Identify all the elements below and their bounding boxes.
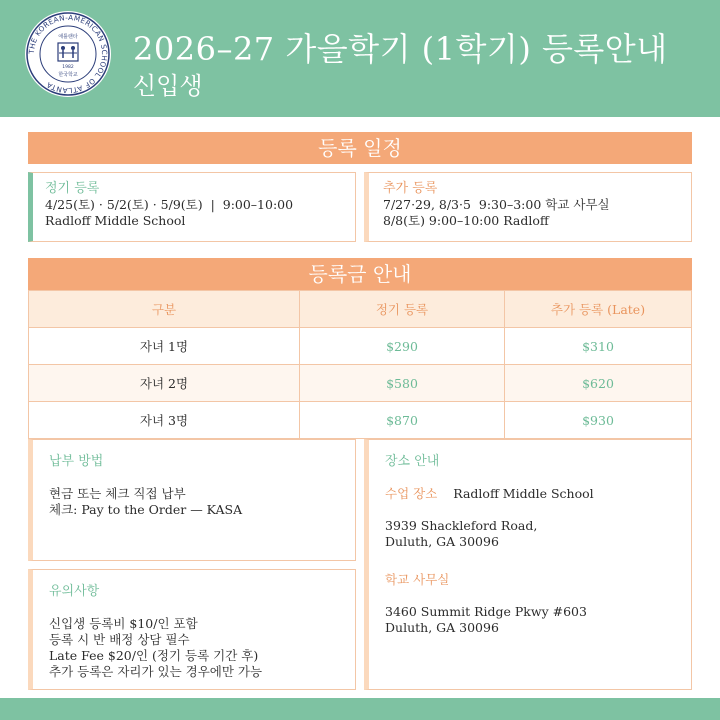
fees-band: 등록금 안내 [28, 258, 692, 290]
location-title: 장소 안내 [385, 454, 440, 469]
table-row [29, 328, 692, 365]
notes-item: 추가 등록은 자리가 있는 경우에만 가능 [49, 664, 263, 679]
payment-card [28, 439, 356, 561]
logo-ring-text: THE KOREAN-AMERICAN SCHOOL OF ATLANTA [26, 12, 110, 96]
column-header-regular: 정기 등록 [300, 291, 505, 328]
fees-table-header [29, 291, 692, 328]
page-title: 2026–27 가을학기 (1학기) 등록안내 [133, 30, 668, 68]
regular-registration-title: 정기 등록 [45, 181, 100, 196]
office-address-line-2: Duluth, GA 30096 [385, 620, 499, 635]
additional-registration-title: 추가 등록 [383, 181, 438, 196]
additional-registration-dates: 7/27·29, 8/3·5 9:30–3:00 학교 사무실 [383, 197, 610, 212]
class-location-label: 수업 장소 [385, 486, 438, 501]
regular-registration-dates: 4/25(토) · 5/2(토) · 5/9(토) | 9:00–10:00 [45, 197, 294, 212]
payment-line-2: 체크: Pay to the Order — KASA [49, 502, 243, 517]
table-row [29, 365, 692, 402]
row-label: 자녀 1명 [29, 328, 300, 365]
column-header-category: 구분 [29, 291, 300, 328]
schedule-band: 등록 일정 [28, 132, 692, 164]
header-banner [0, 0, 720, 117]
additional-registration-card [364, 172, 692, 242]
payment-title: 납부 방법 [49, 454, 104, 469]
office-address-line-1: 3460 Summit Ridge Pkwy #603 [385, 604, 587, 619]
school-logo [24, 10, 112, 98]
class-location-line [385, 486, 675, 502]
row-label: 자녀 3명 [29, 402, 300, 439]
column-header-late: 추가 등록 (Late) [505, 291, 692, 328]
notes-item: Late Fee $20/인 (정기 등록 기간 후) [49, 648, 259, 663]
regular-price: $870 [300, 402, 505, 439]
notes-item: 등록 시 반 배정 상담 필수 [49, 632, 190, 647]
logo-inner-top: 애틀랜타 [58, 34, 78, 40]
logo-year: 1982 [62, 65, 74, 70]
late-price: $930 [505, 402, 692, 439]
location-card [364, 439, 692, 690]
office-label: 학교 사무실 [385, 572, 450, 587]
notes-card [28, 569, 356, 690]
notes-item: 신입생 등록비 $10/인 포함 [49, 616, 198, 631]
notes-title: 유의사항 [49, 584, 100, 599]
regular-price: $580 [300, 365, 505, 402]
row-label: 자녀 2명 [29, 365, 300, 402]
payment-line-1: 현금 또는 체크 직접 납부 [49, 486, 186, 501]
late-price: $620 [505, 365, 692, 402]
regular-registration-location: Radloff Middle School [45, 213, 186, 228]
fees-table [28, 290, 692, 439]
table-row [29, 402, 692, 439]
late-price: $310 [505, 328, 692, 365]
logo-inner-bottom: 한국학교 [58, 72, 78, 78]
footer-bar [0, 698, 720, 720]
regular-price: $290 [300, 328, 505, 365]
regular-registration-card [28, 172, 356, 242]
class-address-line-1: 3939 Shackleford Road, [385, 518, 538, 533]
class-location-name: Radloff Middle School [453, 486, 594, 501]
class-address-line-2: Duluth, GA 30096 [385, 534, 499, 549]
additional-registration-location: 8/8(토) 9:00–10:00 Radloff [383, 213, 549, 228]
page-subtitle: 신입생 [133, 72, 203, 100]
